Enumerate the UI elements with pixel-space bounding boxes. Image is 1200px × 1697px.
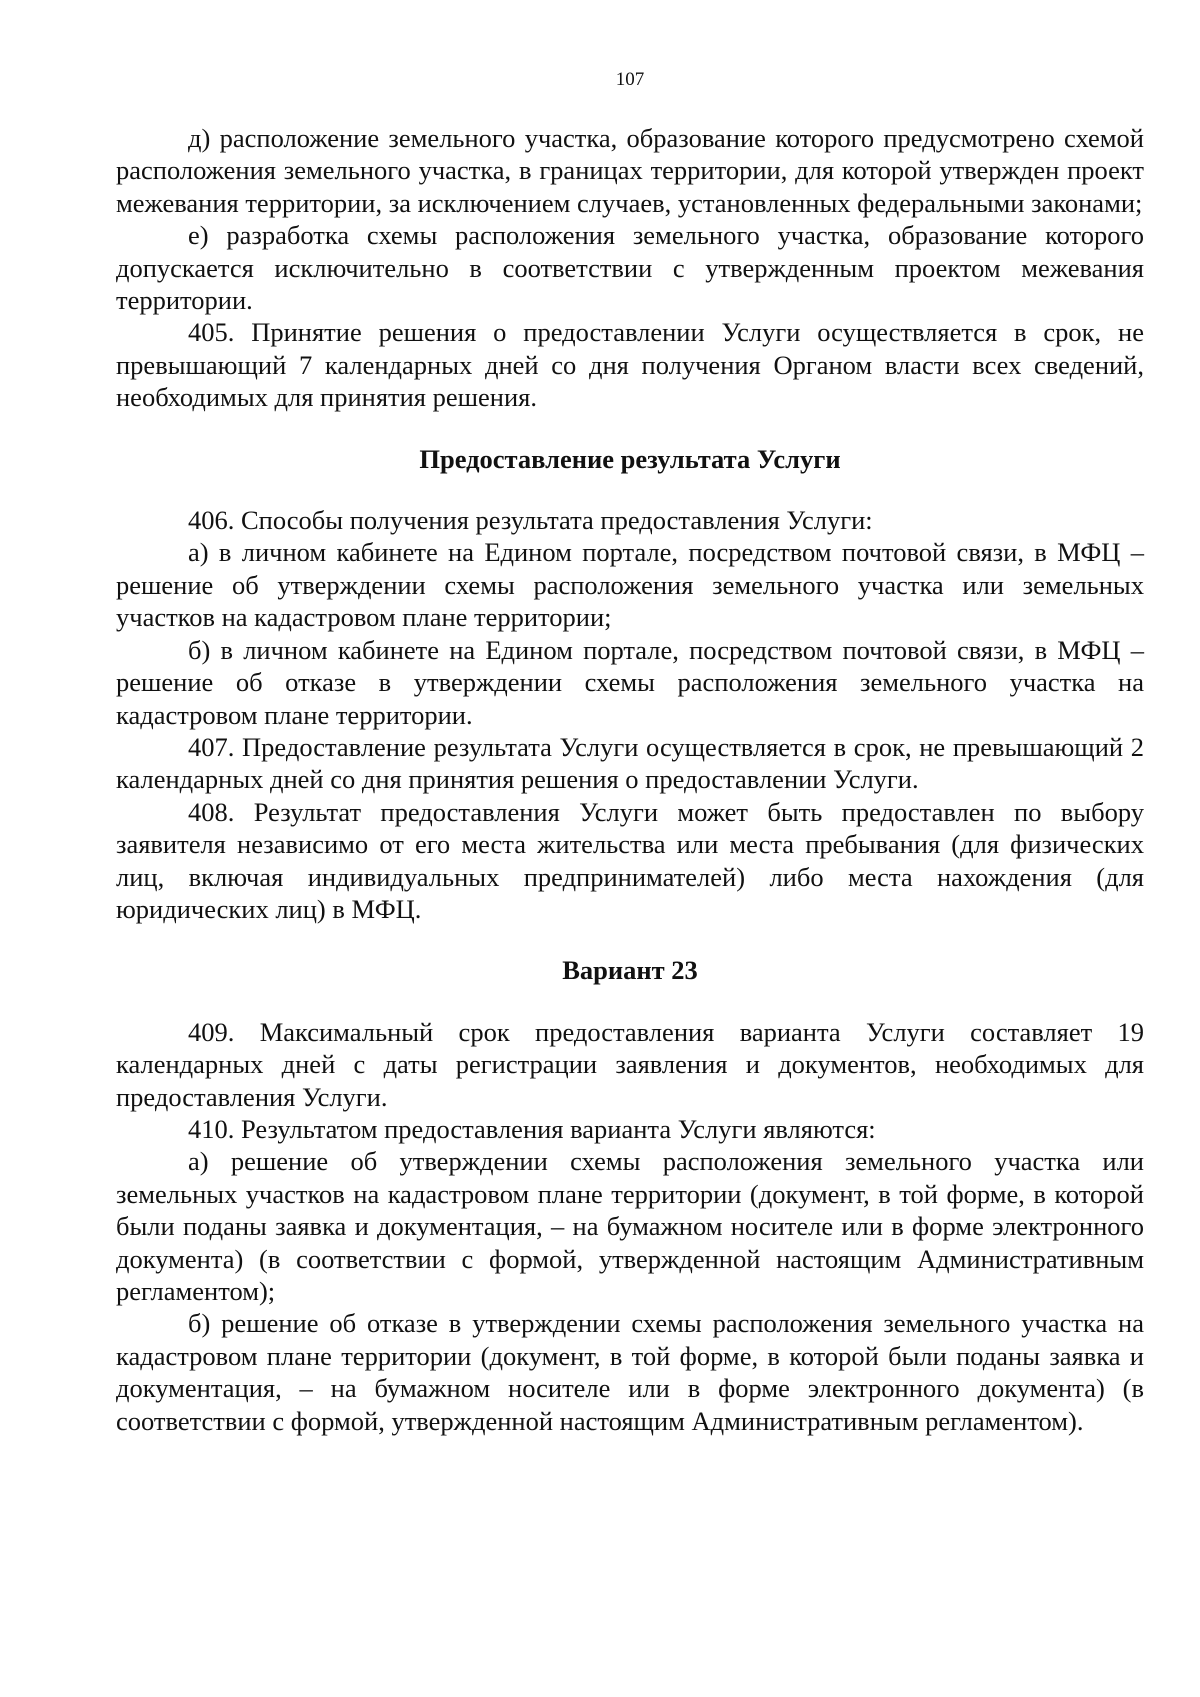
- paragraph-407: 407. Предоставление результата Услуги осуществляется в срок, не превышающий 2 календарных дней со дня принятия решения о предоставлении Услуги.: [116, 731, 1144, 795]
- page-number: 107: [615, 69, 645, 90]
- paragraph-409: 409. Максимальный срок предоставления варианта Услуги составляет 19 календарных дней с даты регистрации заявления и документов, необходимых для предоставления Услуги.: [116, 1016, 1144, 1112]
- paragraph-d: д) расположение земельного участка, образование которого предусмотрено схемой расположения земельного участка, в границах территории, для которой утвержден проект межевания территории, за исключением случаев, установленных федеральными законами;: [116, 123, 1144, 218]
- paragraph-406-b: б) в личном кабинете на Едином портале, посредством почтовой связи, в МФЦ – решение об отказе в утверждении схемы расположения земельного участка на кадастровом плане территории.: [116, 634, 1144, 730]
- section-heading-result: Предоставление результата Услуги: [419, 443, 841, 474]
- paragraph-406-a: а) в личном кабинете на Едином портале, посредством почтовой связи, в МФЦ – решение об утверждении схемы расположения земельного участка или земельных участков на кадастровом плане территории;: [116, 537, 1144, 633]
- paragraph-408: 408. Результат предоставления Услуги может быть предоставлен по выбору заявителя независимо от его места жительства или места пребывания (для физических лиц, включая индивидуальных предпринимателей) либо места нахождения (для юридических лиц) в МФЦ.: [116, 796, 1144, 924]
- paragraph-410-a: а) решение об утверждении схемы расположения земельного участка или земельных участков на кадастровом плане территории (документ, в той форме, в которой были поданы заявка и документация, – на бумажном носителе или в форме электронного документа) (в соответствии с формой, утвержденной настоящим Административным регламентом);: [116, 1146, 1144, 1306]
- paragraph-e: е) разработка схемы расположения земельного участка, образование которого допускается исключительно в соответствии с утвержденным проектом межевания территории.: [116, 220, 1144, 316]
- paragraph-406: 406. Способы получения результата предоставления Услуги:: [188, 505, 873, 536]
- document-body: [116, 122, 1144, 1437]
- paragraph-405: 405. Принятие решения о предоставлении Услуги осуществляется в срок, не превышающий 7 календарных дней со дня получения Органом власти всех сведений, необходимых для принятия решения.: [116, 317, 1144, 413]
- section-heading-variant-23: Вариант 23: [562, 955, 698, 986]
- paragraph-410: 410. Результатом предоставления варианта Услуги являются:: [188, 1113, 876, 1144]
- paragraph-410-b: б) решение об отказе в утверждении схемы расположения земельного участка на кадастровом плане территории (документ, в той форме, в которой были поданы заявка и документация, – на бумажном носителе или в форме электронного документа) (в соответствии с формой, утвержденной настоящим Административным регламентом).: [116, 1308, 1144, 1436]
